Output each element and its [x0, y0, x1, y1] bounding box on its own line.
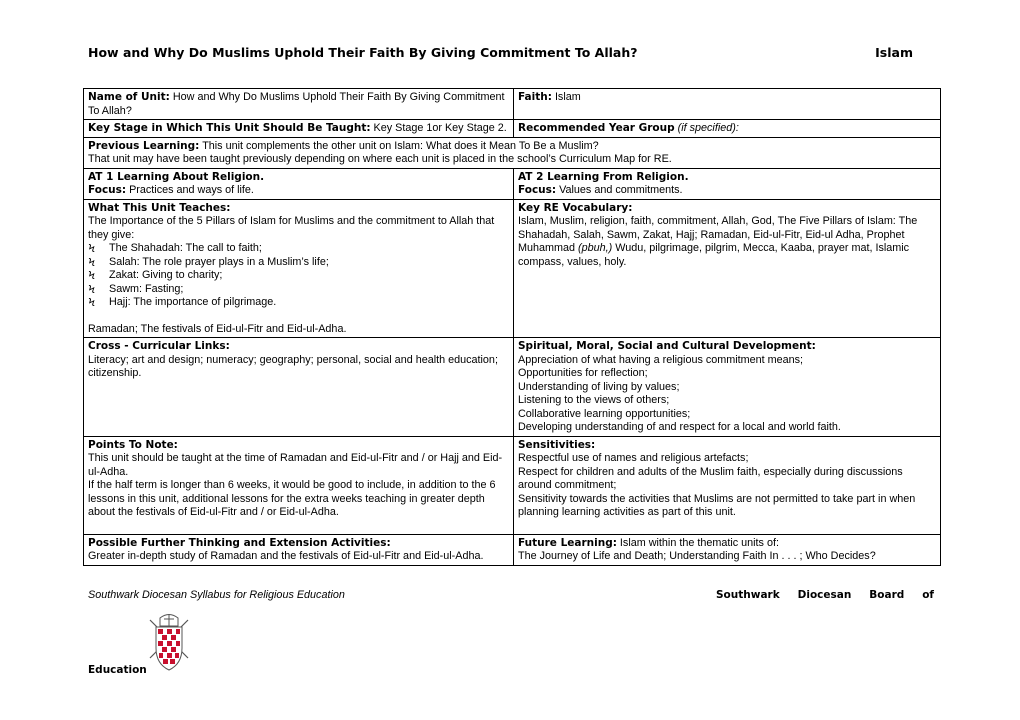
sensitivities-label: Sensitivities: [518, 438, 596, 451]
sensitivities-cell [514, 436, 941, 534]
bullet-icon: Ϟ [88, 296, 96, 309]
list-item: Ϟ The Shahadah: The call to faith; [88, 242, 262, 255]
name-of-unit-cell [84, 89, 514, 120]
footer-board: Southwark Diocesan Board of [716, 589, 934, 601]
smsc-line: Collaborative learning opportunities; [518, 407, 691, 420]
teaches-intro: The Importance of the 5 Pillars of Islam for Muslims and the commitment to Allah that they give: [88, 215, 495, 241]
at1-label: AT 1 Learning About Religion. [88, 170, 265, 183]
key-stage-cell [84, 120, 514, 138]
list-item: Ϟ Zakat: Giving to charity; [88, 269, 223, 282]
previous-learning-label: Previous Learning: [88, 139, 200, 152]
cross-curricular-cell [84, 338, 514, 437]
bullet-icon: Ϟ [88, 255, 96, 269]
unit-plan-table [83, 88, 941, 566]
table-row [84, 199, 941, 338]
list-item: Ϟ Salah: The role prayer plays in a Muslim’s life; [88, 255, 329, 269]
diocese-crest-icon [144, 612, 194, 674]
table-row [84, 137, 941, 168]
page-title-text: How and Why Do Muslims Uphold Their Faith By Giving Commitment To Allah? [88, 45, 638, 60]
table-row [84, 534, 941, 565]
smsc-line: Developing understanding of and respect for a local and world faith. [518, 421, 841, 433]
future-value-2: The Journey of Life and Death; Understanding Faith In . . . ; Who Decides? [518, 550, 876, 562]
points-cell [84, 436, 514, 534]
year-group-value: (if specified): [677, 122, 739, 134]
table-row [84, 338, 941, 437]
smsc-line: Listening to the views of others; [518, 394, 670, 406]
key-stage-value: Key Stage 1or Key Stage 2. [373, 122, 507, 134]
at1-cell [84, 168, 514, 199]
table-row [84, 168, 941, 199]
smsc-line: Opportunities for reflection; [518, 367, 648, 379]
bullet-icon: Ϟ [88, 282, 96, 296]
previous-learning-line1: This unit complements the other unit on Islam: What does it Mean To Be a Muslim? [202, 139, 599, 152]
faith-cell [514, 89, 941, 120]
points-line: If the half term is longer than 6 weeks, it would be good to include, in addition to the 6 lessons in this unit, additional lessons for the extra weeks teaching in greater depth about the festivals of Eid-ul-Fitr and / or Eid-ul-Adha. [88, 479, 496, 518]
cross-curricular-label: Cross - Curricular Links: [88, 340, 230, 352]
smsc-cell [514, 338, 941, 437]
bullet-icon: Ϟ [88, 269, 96, 282]
future-value: Islam within the thematic units of: [619, 536, 779, 549]
page-title [88, 45, 913, 60]
sensitivities-line: Respect for children and adults of the Muslim faith, especially during discussions around commitment; [518, 465, 903, 491]
vocabulary-cell [514, 199, 941, 338]
teaches-cell [84, 199, 514, 338]
smsc-line: Understanding of living by values; [518, 380, 680, 393]
list-item: Ϟ Sawm: Fasting; [88, 282, 184, 296]
future-label: Future Learning: [518, 536, 617, 549]
previous-learning-cell [84, 137, 941, 168]
at2-cell [514, 168, 941, 199]
year-group-label: Recommended Year Group [518, 122, 675, 134]
pillars-list [88, 242, 509, 310]
faith-value: Islam [554, 91, 581, 103]
extension-cell [84, 534, 514, 565]
teaches-label: What This Unit Teaches: [88, 201, 231, 214]
list-item: Ϟ Hajj: The importance of pilgrimage. [88, 296, 277, 309]
at2-focus-label: Focus: [518, 184, 557, 196]
at2-label: AT 2 Learning From Religion. [518, 170, 689, 183]
faith-label: Faith: [518, 91, 552, 103]
name-of-unit-label: Name of Unit: [88, 91, 170, 103]
at2-focus-value: Values and commitments. [559, 184, 683, 196]
points-line: This unit should be taught at the time of Ramadan and Eid-ul-Fitr and / or Hajj and Eid-ul-Adha. [88, 452, 503, 478]
sensitivities-line: Sensitivity towards the activities that Muslims are not permitted to take part in when planning learning activities as part of this unit. [518, 492, 916, 518]
extension-label: Possible Further Thinking and Extension Activities: [88, 536, 391, 549]
vocabulary-value: Islam, Muslim, religion, faith, commitment, Allah, God, The Five Pillars of Islam: The Shahadah, Salah, Sawm, Zakat, Hajj; Ramadan, Eid-ul-Fitr, Eid-ul Adha, Prophet Muhammad (pbuh,) Wudu, pilgrimage, pilgrim, Mecca, Kaaba, prayer mat, Islamic compass, values, holy. [518, 215, 918, 268]
extension-value: Greater in-depth study of Ramadan and the festivals of Eid-ul-Fitr and Eid-ul-Adha. [88, 550, 484, 562]
vocabulary-label: Key RE Vocabulary: [518, 201, 633, 214]
bullet-icon: Ϟ [88, 242, 96, 255]
smsc-line: Appreciation of what having a religious commitment means; [518, 353, 804, 366]
table-row [84, 120, 941, 138]
cross-curricular-value: Literacy; art and design; numeracy; geography; personal, social and health education; citizenship. [88, 353, 498, 379]
at1-focus-label: Focus: [88, 184, 127, 196]
table-row [84, 436, 941, 534]
future-cell [514, 534, 941, 565]
table-row [84, 89, 941, 120]
page-title-faith: Islam [875, 45, 913, 60]
footer-syllabus: Southwark Diocesan Syllabus for Religious Education [88, 589, 345, 601]
footer-education: Education [88, 664, 147, 676]
previous-learning-line2: That unit may have been taught previously depending on where each unit is placed in the school’s Curriculum Map for RE. [88, 153, 672, 165]
teaches-closing: Ramadan; The festivals of Eid-ul-Fitr and Eid-ul-Adha. [88, 322, 347, 335]
sensitivities-line: Respectful use of names and religious artefacts; [518, 452, 749, 464]
year-group-cell [514, 120, 941, 138]
at1-focus-value: Practices and ways of life. [129, 184, 254, 196]
smsc-label: Spiritual, Moral, Social and Cultural Development: [518, 340, 816, 352]
key-stage-label: Key Stage in Which This Unit Should Be Taught: [88, 122, 371, 134]
name-of-unit-value: How and Why Do Muslims Uphold Their Faith By Giving Commitment To Allah? [88, 91, 505, 117]
points-label: Points To Note: [88, 438, 178, 451]
pbuh-text: (pbuh,) [578, 242, 613, 254]
